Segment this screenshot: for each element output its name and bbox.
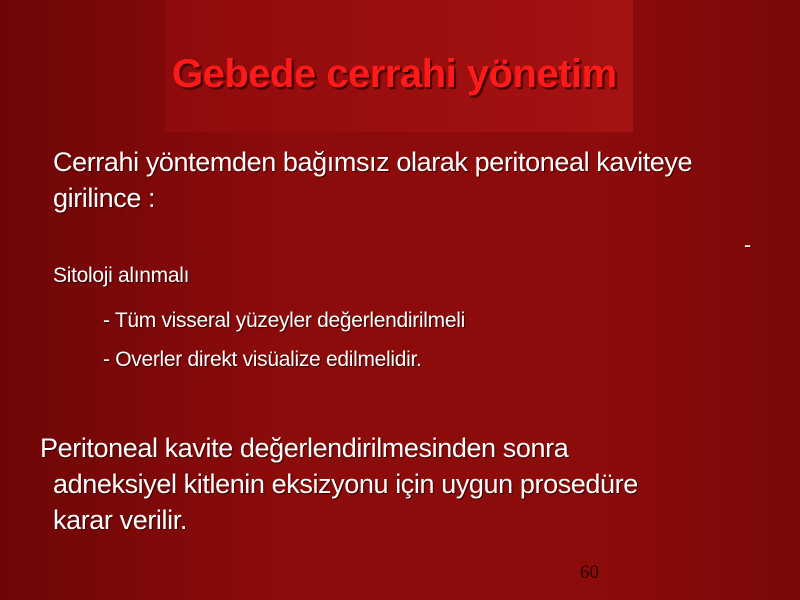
trailing-dash: - <box>744 234 751 257</box>
paragraph-line: karar verilir. <box>53 505 187 535</box>
paragraph-procedure-decision <box>40 430 638 538</box>
sub-item-ovaries: - Overler direkt visüalize edilmelidir. <box>103 348 422 371</box>
paragraph-line: Peritoneal kavite değerlendirilmesinden sonra <box>40 433 569 463</box>
paragraph-cytology-intro <box>53 144 692 216</box>
cytology-item: Sitoloji alınmalı <box>53 264 190 287</box>
sub-item-visceral: - Tüm visseral yüzeyler değerlendirilmeli <box>103 309 465 332</box>
page-number: 60 <box>580 562 599 583</box>
paragraph-line: Cerrahi yöntemden bağımsız olarak peritoneal kaviteye <box>53 147 693 177</box>
paragraph-line: adneksiyel kitlenin eksizyonu için uygun prosedüre <box>53 469 638 499</box>
slide-title: Gebede cerrahi yönetim <box>172 52 617 96</box>
paragraph-line: girilince : <box>53 183 156 213</box>
